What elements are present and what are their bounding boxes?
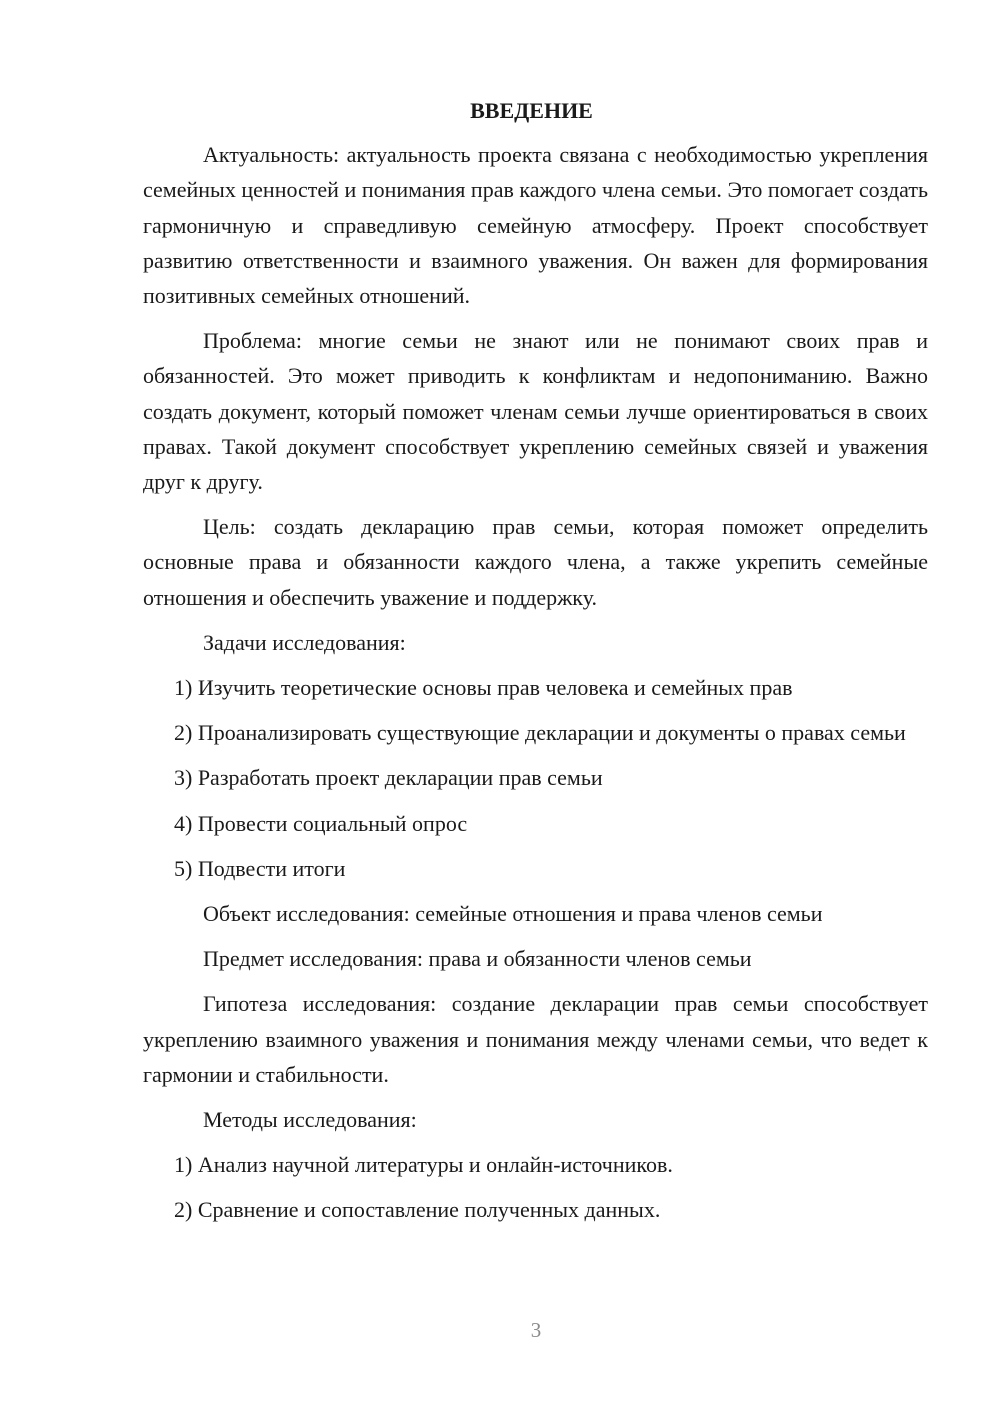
page-number: 3 — [530, 1318, 542, 1342]
page-title — [143, 93, 928, 128]
methods-heading: Методы исследования: — [203, 1107, 417, 1133]
paragraph-goal: Цель: создать декларацию прав семьи, которая поможет определить основные права и обязанности каждого члена, а также укрепить семейные отношения и обеспечить уважение и поддержку. — [143, 514, 928, 610]
task-item-2: 2) Проанализировать существующие декларации и документы о правах семьи — [174, 720, 906, 746]
method-item-1: 1) Анализ научной литературы и онлайн-источников. — [174, 1152, 673, 1178]
paragraph-problem: Проблема: многие семьи не знают или не понимают своих прав и обязанностей. Это может приводить к конфликтам и недопониманию. Важно создать документ, который поможет членам семьи лучше ориентироваться в своих правах. Такой документ способствует укреплению семейных связей и уважения друг к другу. — [143, 328, 928, 495]
task-item-1: 1) Изучить теоретические основы прав человека и семейных прав — [174, 675, 793, 701]
page-title-text: ВВЕДЕНИЕ — [470, 98, 593, 123]
paragraph-relevance: Актуальность: актуальность проекта связана с необходимостью укрепления семейных ценностей и понимания прав каждого члена семьи. Это помогает создать гармоничную и справедливую семейную атмосферу. Проект способствует развитию ответственности и взаимного уважения. Он важен для формирования позитивных семейных отношений. — [143, 142, 928, 309]
task-item-5: 5) Подвести итоги — [174, 855, 346, 881]
task-item-4: 4) Провести социальный опрос — [174, 810, 468, 836]
research-object: Объект исследования: семейные отношения и права членов семьи — [203, 901, 823, 927]
task-item-3: 3) Разработать проект декларации прав семьи — [174, 765, 603, 791]
tasks-heading: Задачи исследования: — [203, 629, 406, 655]
method-item-2: 2) Сравнение и сопоставление полученных данных. — [174, 1197, 661, 1223]
document-page — [143, 93, 928, 1238]
research-hypothesis: Гипотеза исследования: создание декларации прав семьи способствует укреплению взаимного уважения и понимания между членами семьи, что ведет к гармонии и стабильности. — [143, 991, 928, 1087]
research-subject: Предмет исследования: права и обязанности членов семьи — [203, 946, 752, 972]
